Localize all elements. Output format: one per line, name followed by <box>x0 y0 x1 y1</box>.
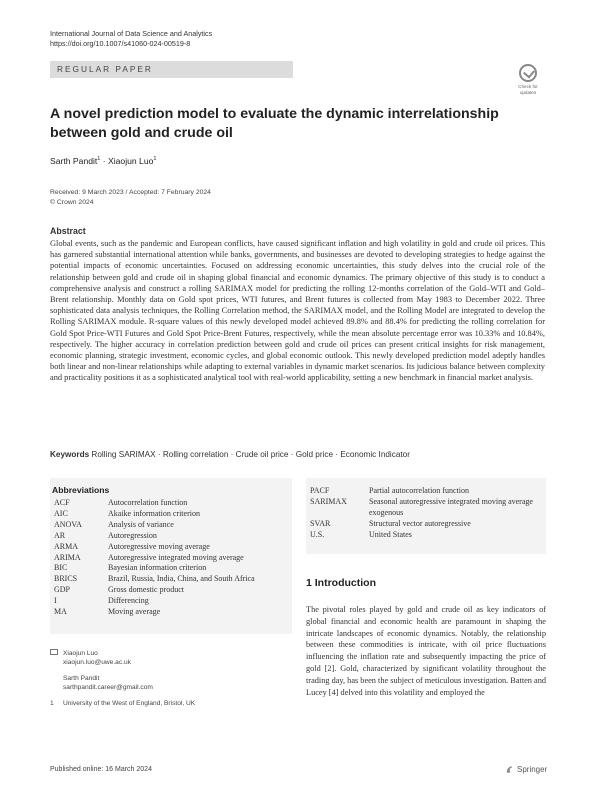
corresponding-author-email[interactable]: xiaojun.luo@uwe.ac.uk <box>63 659 131 666</box>
abbreviations-box-continued <box>306 478 546 554</box>
abbreviation-row <box>50 520 292 531</box>
affiliation-number: 1 <box>50 700 54 707</box>
badge-label: Check for updates <box>518 84 538 95</box>
abbreviation-term: SVAR <box>310 518 331 528</box>
abbreviation-row <box>50 553 292 564</box>
keywords-label: Keywords <box>50 450 90 459</box>
abbreviation-definition: Analysis of variance <box>108 519 174 529</box>
keywords-list: Rolling SARIMAX · Rolling correlation · Crude oil price · Gold price · Economic Indicator <box>91 450 410 459</box>
abbreviation-term: I <box>54 596 57 606</box>
abbreviation-term: BRICS <box>54 574 78 584</box>
abbreviation-row <box>50 498 292 509</box>
abbreviation-term: ANOVA <box>54 519 82 529</box>
published-date: Published online: 16 March 2024 <box>50 766 152 773</box>
abbreviation-row <box>306 530 546 541</box>
abbreviation-term: MA <box>54 607 67 617</box>
abbreviation-term: AR <box>54 530 66 540</box>
author-name: Sarth Pandit <box>63 675 100 682</box>
article-type-banner: REGULAR PAPER <box>50 61 293 78</box>
abbreviation-definition: Seasonal autoregressive integrated moving average exogenous <box>369 496 533 517</box>
abbreviation-definition: Moving average <box>108 607 161 617</box>
abbreviation-row <box>50 607 292 618</box>
section-heading-introduction: 1 Introduction <box>306 577 376 589</box>
author-list <box>50 156 156 166</box>
institution-name: University of the West of England, Bristol, UK <box>63 700 196 707</box>
abbreviation-definition: Autoregressive integrated moving average <box>108 552 244 562</box>
abbreviation-term: BIC <box>54 563 68 573</box>
paper-title: A novel prediction model to evaluate the dynamic interrelationship between gold and crude oil <box>50 106 499 141</box>
check-updates-icon <box>519 64 537 82</box>
institution <box>50 699 292 708</box>
keywords <box>50 450 545 459</box>
abbreviation-row <box>306 497 546 519</box>
abbreviation-definition: Brazil, Russia, India, China, and South Africa <box>108 574 255 584</box>
author-separator: · <box>100 156 108 166</box>
copyright: © Crown 2024 <box>50 198 94 206</box>
abbreviation-row <box>50 563 292 574</box>
abbreviations-heading: Abbreviations <box>52 485 110 495</box>
abbreviation-row <box>50 509 292 520</box>
envelope-icon <box>50 649 58 655</box>
abbreviation-term: ARIMA <box>54 552 81 562</box>
abbreviation-term: ARMA <box>54 541 79 551</box>
author-name[interactable]: Sarth Pandit <box>50 156 98 166</box>
abbreviation-row <box>50 531 292 542</box>
abbreviations-list <box>50 498 292 618</box>
introduction-text: The pivotal roles played by gold and crude oil as key indicators of global financial and economic health are paramount in shaping the intricate landscapes of economic dynamics. Notably, the relationship between these commodities is intricate, with oil price fluctuations influencing the inflation rate and subsequently impacting the price of gold [2]. Gold, characterized by significant volatility throughout the trading day, has been the subject of meticulous investigation. Batten and Lucey [4] delved into this volatility and employed the <box>306 605 547 697</box>
abbreviation-row <box>50 574 292 585</box>
abbreviation-definition: Autoregression <box>108 530 157 540</box>
abbreviation-row <box>50 596 292 607</box>
abstract-text: Global events, such as the pandemic and European conflicts, have caused significant inflation and high volatility in gold and crude oil prices. This has garnered substantial international attention while banks, governments, and businesses are devoted to developing strategies to hedge against the potential impacts of economic uncertainties. Focused on addressing economic uncertainties, this study delves into the crucial role of the relationship between gold and crude oil in shaping global financial and economic dynamics. The primary objective of this study is to conduct a comprehensive analysis and construct a rolling SARIMAX model for predicting the rolling 12-months correlation of the Gold–WTI and Gold–Brent relationship. Monthly data on Gold spot prices, WTI futures, and Brent futures is collected from May 1983 to December 2022. Three sophisticated data analysis techniques, the Rolling Correlation method, the SARIMAX model, and the Rolling Model are integrated to develop the Rolling SARIMAX module. R-square values of this newly developed model achieved 89.8% and 88.4% for predicting the rolling correlation for Gold Spot Price-WTI Futures and Gold Spot Price-Brent Futures, respectively, while the mean absolute percentage error was 10.33% and 10.84%, respectively. The higher accuracy in correlation prediction between gold and crude oil prices can present critical insights for risk management, economic planning, strategic investment, economic cycles, and global economic outlook. This newly developed prediction model adeptly handles both linear and non-linear relationships while adapting to external variables in dynamic market scenarios. Its judicious balance between complexity and practicality positions it as a sophisticated analytical tool with real-world applicability, setting a new benchmark in financial market analysis. <box>50 239 545 383</box>
abbreviation-definition: Gross domestic product <box>108 585 184 595</box>
author-name[interactable]: Xiaojun Luo <box>108 156 154 166</box>
publisher-name: Springer <box>517 764 548 774</box>
abbreviation-term: AIC <box>54 508 68 518</box>
abbreviation-definition: Autocorrelation function <box>108 498 188 507</box>
journal-header <box>50 29 212 49</box>
abbreviation-row <box>50 542 292 553</box>
author-email[interactable]: sarthpandit.career@gmail.com <box>63 684 153 691</box>
abbreviation-definition: Structural vector autoregressive <box>369 518 471 528</box>
corresponding-author <box>50 649 292 658</box>
affiliations <box>50 649 292 708</box>
abbreviation-term: GDP <box>54 585 71 595</box>
doi-link[interactable]: https://doi.org/10.1007/s41060-024-00519-8 <box>50 39 191 48</box>
abbreviation-definition: Differencing <box>108 596 149 606</box>
abbreviation-definition: Partial autocorrelation function <box>369 486 469 495</box>
journal-name: International Journal of Data Science and Analytics <box>50 29 213 38</box>
abbreviation-term: ACF <box>54 498 70 507</box>
springer-horse-icon <box>505 764 514 774</box>
abbreviation-definition: Akaike information criterion <box>108 508 200 518</box>
abbreviation-row <box>306 519 546 530</box>
abstract-heading: Abstract <box>50 226 86 236</box>
abbreviation-row <box>306 486 546 497</box>
abbreviation-term: SARIMAX <box>310 496 347 506</box>
abbreviations-list <box>306 486 546 541</box>
publisher-logo[interactable] <box>505 764 547 774</box>
abbreviation-term: PACF <box>310 486 330 495</box>
affiliation-marker: 1 <box>153 156 157 163</box>
abbreviation-definition: Bayesian information criterion <box>108 563 207 573</box>
corresponding-author-name: Xiaojun Luo <box>63 650 98 657</box>
abbreviation-definition: Autoregressive moving average <box>108 541 210 551</box>
abbreviation-term: U.S. <box>310 529 325 539</box>
check-for-updates-badge[interactable] <box>513 64 543 95</box>
received-accepted: Received: 9 March 2023 / Accepted: 7 February 2024 <box>50 189 211 196</box>
affiliation-marker: 1 <box>97 156 101 163</box>
abbreviations-box <box>50 478 292 634</box>
abbreviation-definition: United States <box>369 529 412 539</box>
article-dates <box>50 188 211 207</box>
abbreviation-row <box>50 585 292 596</box>
